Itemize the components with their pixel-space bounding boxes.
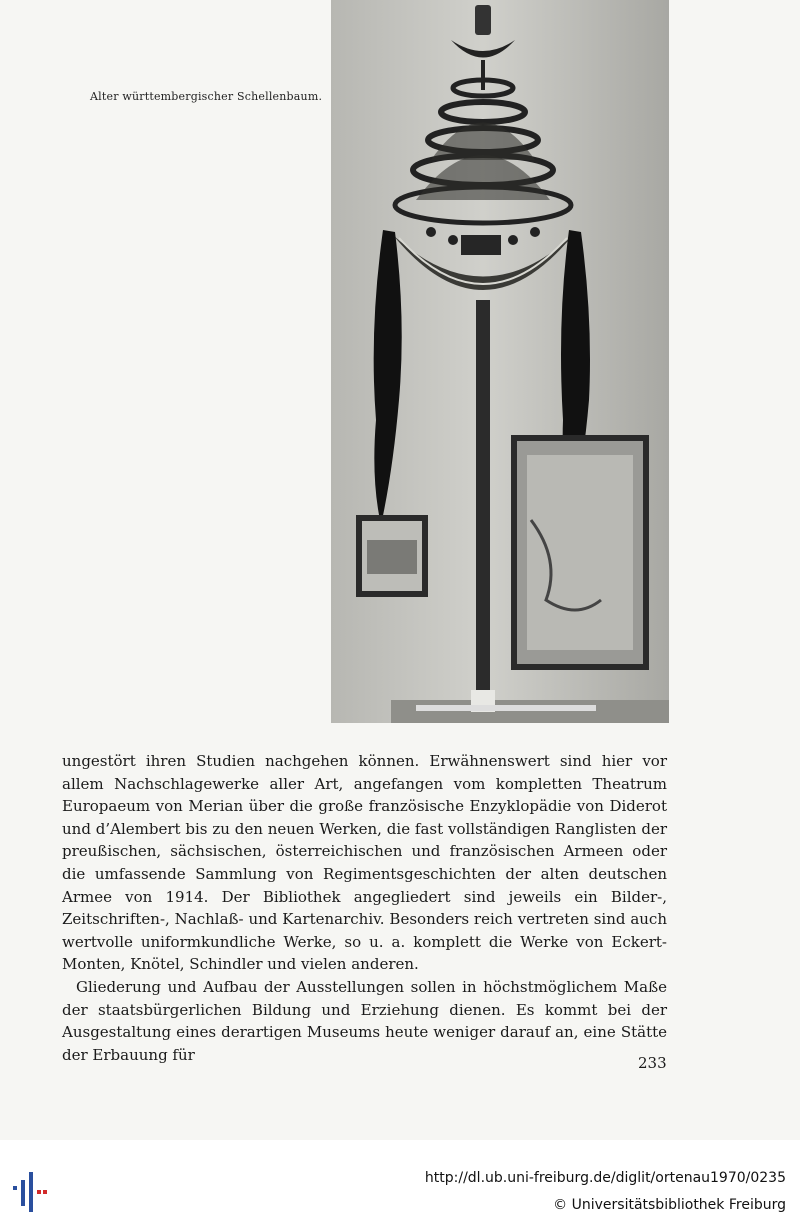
photo-caption: Alter württembergischer Schellenbaum.: [90, 90, 323, 103]
footer-bar: [0, 1140, 800, 1220]
paragraph-1: ungestört ihren Studien nachgehen können. Erwähnenswert sind hier vor allem Nachschlagewerke aller Art, angefangen vom kompletten Theatrum Europaeum von Merian über die große französische Enzyklopädie von Diderot und d’Alembert bis zu den neuen Werken, die fast vollständigen Ranglisten der preußischen, sächsischen, österreichischen und französischen Armeen oder die umfassende Sammlung von Regimentsgeschichten der alten deutschen Armee von 1914. Der Bibliothek angegliedert sind jeweils ein Bilder-, Zeitschriften-, Nachlaß- und Kartenarchiv. Besonders reich vertreten sind auch wertvolle uniformkundliche Werke, so u. a. komplett die Werke von Eckert-Monten, Knötel, Schindler und vielen anderen.: [62, 752, 667, 974]
body-text: [62, 750, 667, 1066]
schellenbaum-illustration: [331, 0, 669, 723]
paragraph-2: Gliederung und Aufbau der Ausstellungen sollen in höchstmöglichem Maße der staatsbürgerlichen Bildung und Erziehung dienen. Es kommt bei der Ausgestaltung eines derartigen Museums heute weniger darauf an, eine Stätte der Erbauung für: [62, 977, 667, 1064]
ub-freiburg-logo-icon: [10, 1172, 50, 1212]
source-url-link[interactable]: http://dl.ub.uni-freiburg.de/diglit/ortenau1970/0235: [424, 1170, 786, 1186]
photograph-schellenbaum: [331, 0, 669, 723]
copyright-notice: © Universitätsbibliothek Freiburg: [553, 1197, 786, 1213]
page-number: 233: [638, 1054, 667, 1072]
